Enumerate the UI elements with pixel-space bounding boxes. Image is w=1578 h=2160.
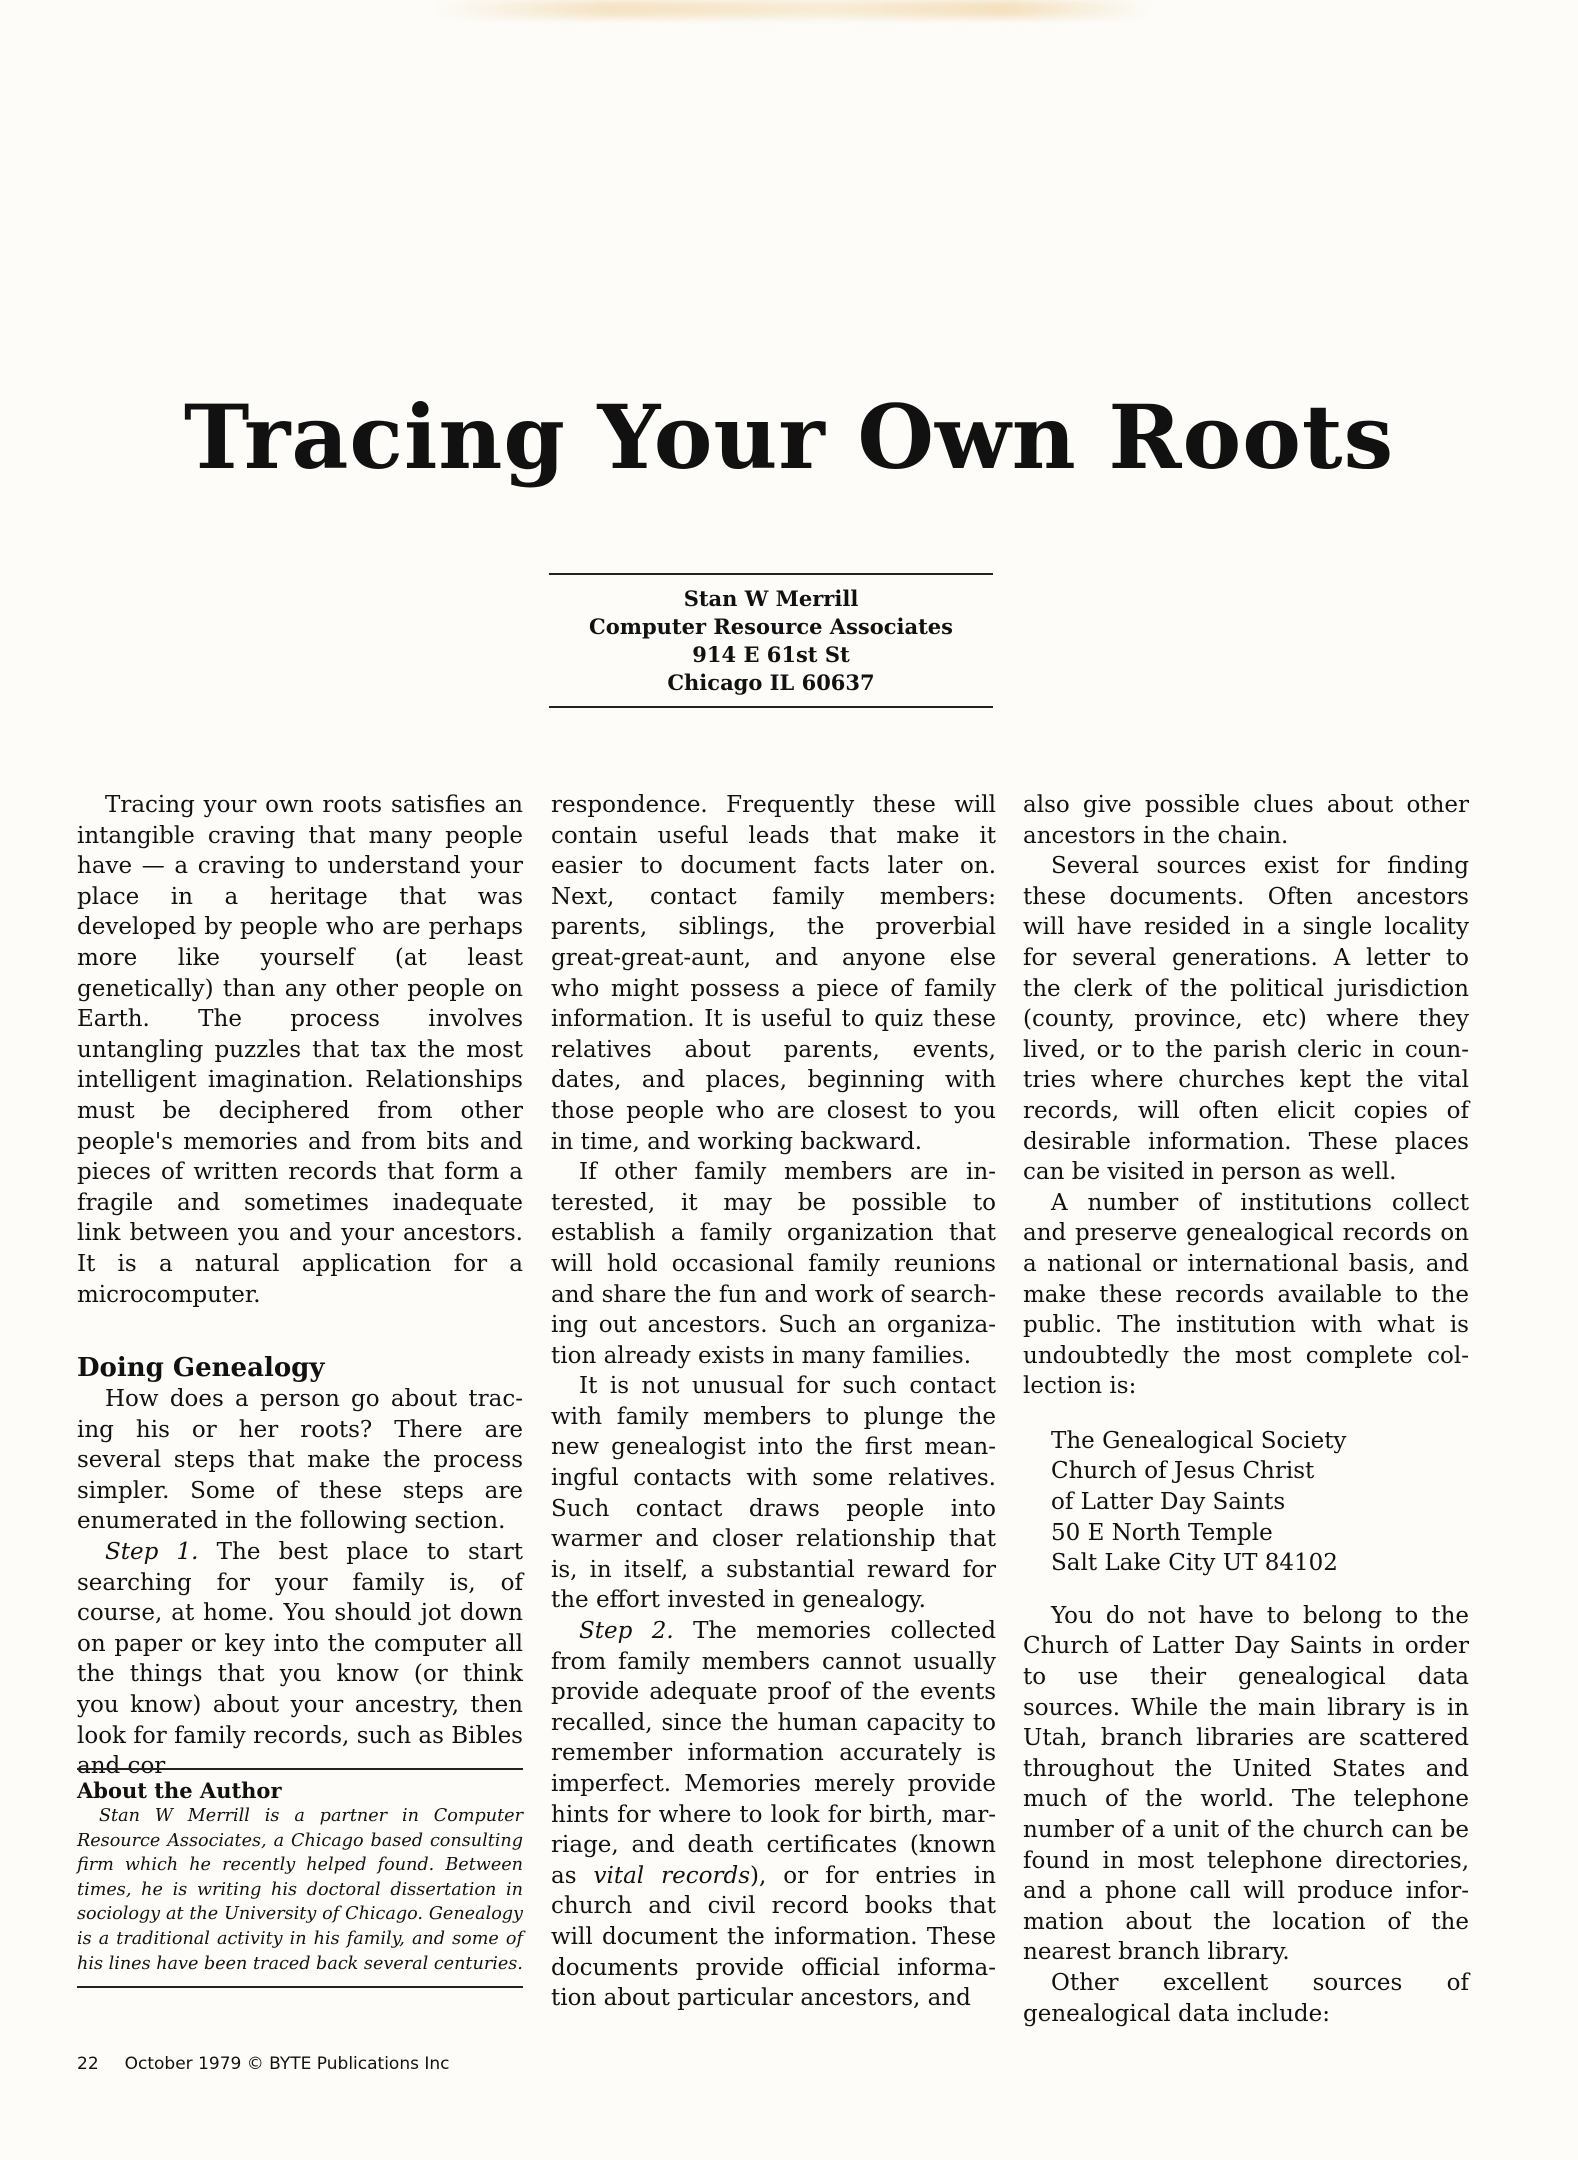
body-paragraph: Several sources exist for finding these documents. Often ancestors will have resided in a single locality for several generations. A letter to the clerk of the political jurisdiction (county, province, etc) where they lived, or to the parish cleric in countries where churches kept the vital records, will often elicit copies of desirable information. These places can be visited in person as well. xyxy=(1023,853,1469,1186)
byline-top-rule xyxy=(549,573,993,575)
body-paragraph: A number of institutions collect and preserve genealogical records on a national or international basis, and make these records available to the public. The institution with what is undoubtedly the most complete collection is: xyxy=(1023,1189,1469,1400)
step-1-text: The best place to start searching for your family is, of course, at home. You should jot down on paper or key into the computer all the things that you know (or think you know) about your ancestry, then look for family records, such as Bibles and cor xyxy=(77,1539,523,1780)
step-2-paragraph xyxy=(551,1616,996,2014)
author-name: Stan W Merrill xyxy=(683,586,859,611)
byline-bottom-rule xyxy=(549,706,993,708)
article-title: Tracing Your Own Roots xyxy=(183,385,1395,489)
step-1-paragraph xyxy=(77,1537,523,1782)
byline xyxy=(549,585,993,697)
section-heading: Doing Genealogy xyxy=(77,1353,325,1384)
page-footer xyxy=(77,2053,449,2075)
about-the-author-box xyxy=(77,1768,523,1988)
page-stain xyxy=(430,0,1150,18)
column-1 xyxy=(77,790,523,1782)
body-paragraph: It is not unusual for such contact with family members to plunge the new genealogist into the first meaningful contacts with some relatives. Such contact draws people into warmer and closer relationship that is, in itself, a substantial reward for the effort invested in genealogy. xyxy=(551,1373,996,1614)
body-paragraph: also give possible clues about other ancestors in the chain. xyxy=(1023,792,1469,849)
body-paragraph: If other family members are interested, it may be possible to establish a family organization that will hold occasional family reunions and share the fun and work of searching out ancestors. Such an organization already exists in many families. xyxy=(551,1159,996,1369)
address-line: Salt Lake City UT 84102 xyxy=(1051,1550,1338,1577)
page-number: 22 xyxy=(77,2054,99,2074)
body-paragraph: How does a person go about tracing his or her roots? There are several steps that make the process simpler. Some of these steps are enumerated in the following section. xyxy=(77,1386,523,1535)
step-2-text: The memories collected from family members cannot usually provide adequate proof of the events recalled, since the human capacity to remember information accurately is imperfect. Memories merely provide hints for where to look for birth, marriage, and death certificates (known as xyxy=(551,1618,996,1889)
step-1-label: Step 1. xyxy=(105,1539,199,1566)
society-address xyxy=(1051,1426,1469,1579)
intro-paragraph: Tracing your own roots satisfies an intangible craving that many people have — a craving to understand your place in a heritage that was developed by people who are perhaps more like yourself (at least genetically) than any other people on Earth. The process involves untangling puzzles that tax the most intelligent imagination. Relationships must be deciphered from other people's memories and from bits and pieces of written records that form a fragile and sometimes inadequate link between you and your ancestors. It is a natural application for a microcomputer. xyxy=(77,792,523,1308)
body-paragraph: respondence. Frequently these will contain useful leads that make it easier to document facts later on. Next, contact family members: parents, siblings, the proverbial great-great-aunt, and anyone else who might possess a piece of family information. It is useful to quiz these relatives about parents, events, dates, and places, beginning with those people who are closest to you in time, and working backward. xyxy=(551,792,996,1155)
column-2 xyxy=(551,790,996,2014)
address-line: Church of Jesus Christ xyxy=(1051,1458,1315,1485)
about-heading: About the Author xyxy=(77,1778,282,1803)
address-line: The Genealogical Society xyxy=(1051,1427,1347,1454)
vital-records-term: vital records xyxy=(593,1862,750,1889)
about-text: Stan W Merrill is a partner in Computer Resource Associates, a Chicago based consulting firm which he recently helped found. Between times, he is writing his doctoral dissertation in sociology at the University of Chicago. Genealogy is a traditional activity in his family, and some of his lines have been traced back several centuries. xyxy=(77,1806,523,1974)
author-street: 914 E 61st St xyxy=(692,642,850,667)
step-2-text-end: ), or for entries in church and civil record books that will document the information. These documents provide official information about particular ancestors, and xyxy=(551,1862,997,2012)
address-line: of Latter Day Saints xyxy=(1051,1489,1286,1516)
address-line: 50 E North Temple xyxy=(1051,1519,1273,1546)
author-city: Chicago IL 60637 xyxy=(667,670,875,695)
footer-credit: October 1979 © BYTE Publications Inc xyxy=(124,2054,450,2074)
column-3 xyxy=(1023,790,1469,2029)
author-company: Computer Resource Associates xyxy=(589,614,953,639)
step-2-label: Step 2. xyxy=(579,1618,674,1645)
body-paragraph: Other excellent sources of genealogical data include: xyxy=(1023,1969,1469,2027)
body-paragraph: You do not have to belong to the Church of Latter Day Saints in order to use their genealogical data sources. While the main library is in Utah, branch libraries are scattered throughout the United States and much of the world. The telephone number of a unit of the church can be found in most telephone directories, and a phone call will produce information about the location of the nearest branch library. xyxy=(1023,1602,1469,1966)
